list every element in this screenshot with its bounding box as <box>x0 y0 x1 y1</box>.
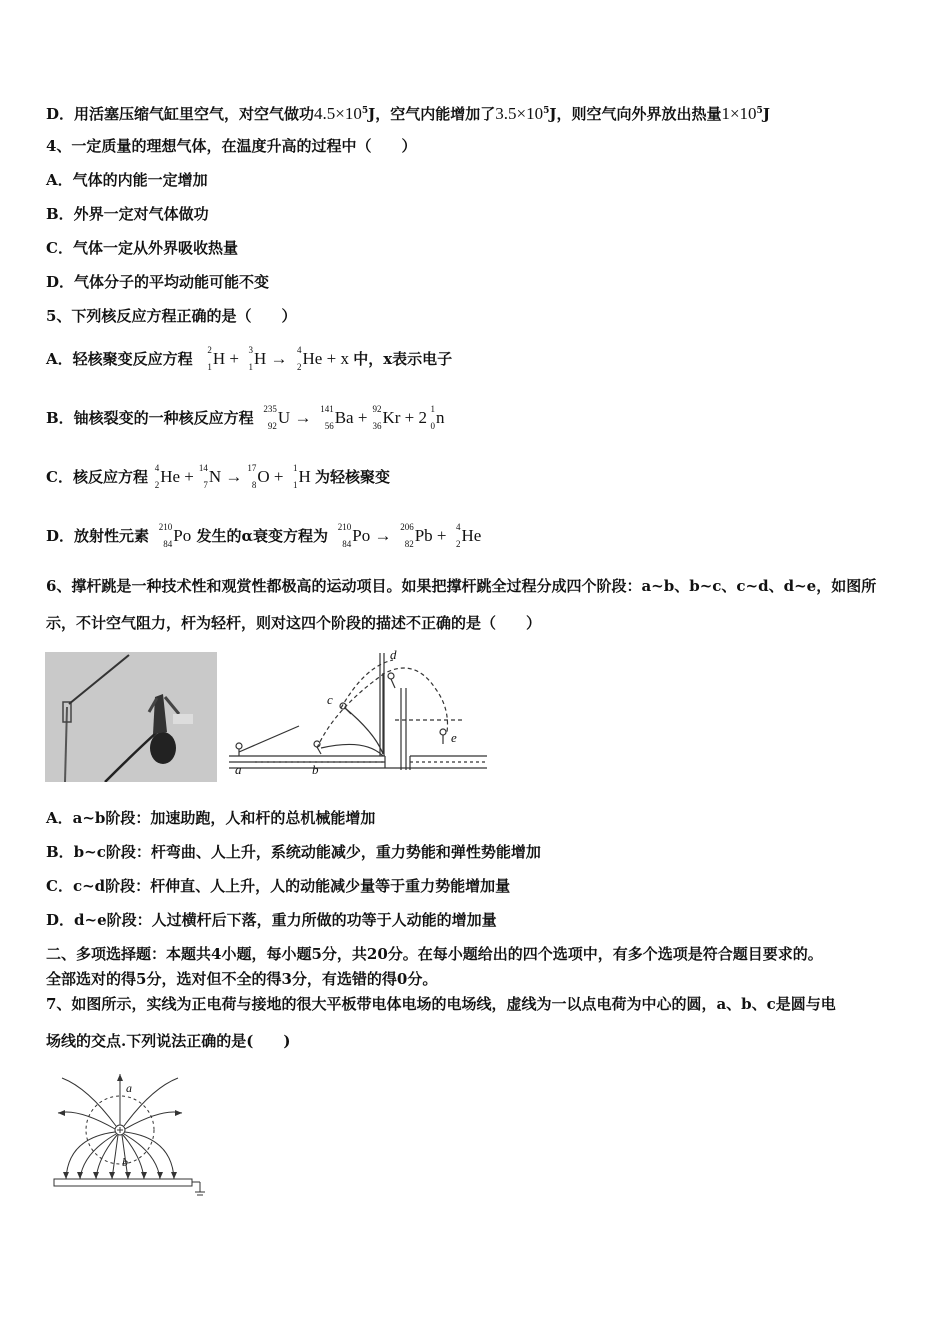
label-b: b <box>122 1155 128 1169</box>
q5-option-b[interactable]: B．铀核裂变的一种核反应方程 235 92 U → 141 56 Ba + 92 36 Kr + 2 1 0 n <box>46 404 445 432</box>
q6-stem-line2: 示，不计空气阻力，杆为轻杆，则对这四个阶段的描述不正确的是（ ） <box>46 614 542 632</box>
q4-option-b[interactable]: B．外界一定对气体做功 <box>46 205 209 223</box>
q6-option-d[interactable]: D．d~e阶段：人过横杆后下落，重力所做的功等于人动能的增加量 <box>46 911 497 929</box>
q7-stem-line1: 7、如图所示，实线为正电荷与接地的很大平板带电体电场的电场线，虚线为一以点电荷为中心的圆，a、b、c是圆与电 <box>46 995 836 1013</box>
label-a: a <box>126 1081 132 1095</box>
equation-c: 4 2 He + 14 7 N → 17 8 O + 1 1 H <box>154 463 311 491</box>
q3-option-d: D．用活塞压缩气缸里空气，对空气做功$4.5\times 10^5J$，空气内能增加了$3.5\times 10^5J$，则空气向外界放出热量$1\times 10^5J$ <box>46 104 770 123</box>
equation-d: 210 84 Po → 206 82 Pb + 4 2 He <box>337 522 482 550</box>
q5-option-d[interactable]: D．放射性元素 210 84 Po 发生的α衰变方程为 210 84 Po → 206 82 Pb + 4 2 He <box>46 522 482 550</box>
q5-option-a[interactable]: A．轻核聚变反应方程 2 1 H + 3 1 H → 4 2 He + x 中，x表示电子 <box>46 345 453 373</box>
section2-heading-line2: 全部选对的得5分，选对但不全的得3分，有选错的得0分。 <box>46 970 438 988</box>
equation-b: 235 92 U → 141 56 Ba + 92 36 Kr + 2 1 0 n <box>263 404 445 432</box>
po-symbol: 210 84 Po <box>158 522 192 550</box>
label-c: c <box>327 692 333 707</box>
q6-option-b[interactable]: B．b~c阶段：杆弯曲、人上升，系统动能减少，重力势能和弹性势能增加 <box>46 843 541 861</box>
pole-vault-diagram <box>225 648 495 780</box>
q4-option-d[interactable]: D．气体分子的平均动能可能不变 <box>46 273 270 291</box>
label-e: e <box>451 730 457 745</box>
q4-stem: 4、一定质量的理想气体，在温度升高的过程中（ ） <box>46 137 417 155</box>
q4-option-c[interactable]: C．气体一定从外界吸收热量 <box>46 239 238 257</box>
equation-a: 2 1 H + 3 1 H → 4 2 He + x <box>207 345 349 373</box>
label-a: a <box>235 762 242 777</box>
label-d: d <box>390 648 397 662</box>
q6-option-a[interactable]: A．a~b阶段：加速助跑，人和杆的总机械能增加 <box>46 809 376 827</box>
pole-vault-photo <box>45 652 217 782</box>
q6-option-c[interactable]: C．c~d阶段：杆伸直、人上升，人的动能减少量等于重力势能增加量 <box>46 877 511 895</box>
electric-field-diagram <box>48 1068 208 1200</box>
q7-stem-line2: 场线的交点.下列说法正确的是( ) <box>46 1032 291 1050</box>
q5-stem: 5、下列核反应方程正确的是（ ） <box>46 307 297 325</box>
label-b: b <box>312 762 319 777</box>
q6-stem-line1: 6、撑杆跳是一种技术性和观赏性都极高的运动项目。如果把撑杆跳全过程分成四个阶段：a~b、b~c、c~d、d~e，如图所 <box>46 577 877 595</box>
q5-option-c[interactable]: C．核反应方程 4 2 He + 14 7 N → 17 8 O + 1 1 H 为轻核聚变 <box>46 463 391 491</box>
q4-option-a[interactable]: A．气体的内能一定增加 <box>46 171 208 189</box>
section2-heading-line1: 二、多项选择题：本题共4小题，每小题5分，共20分。在每小题给出的四个选项中，有多个选项是符合题目要求的。 <box>46 945 823 963</box>
